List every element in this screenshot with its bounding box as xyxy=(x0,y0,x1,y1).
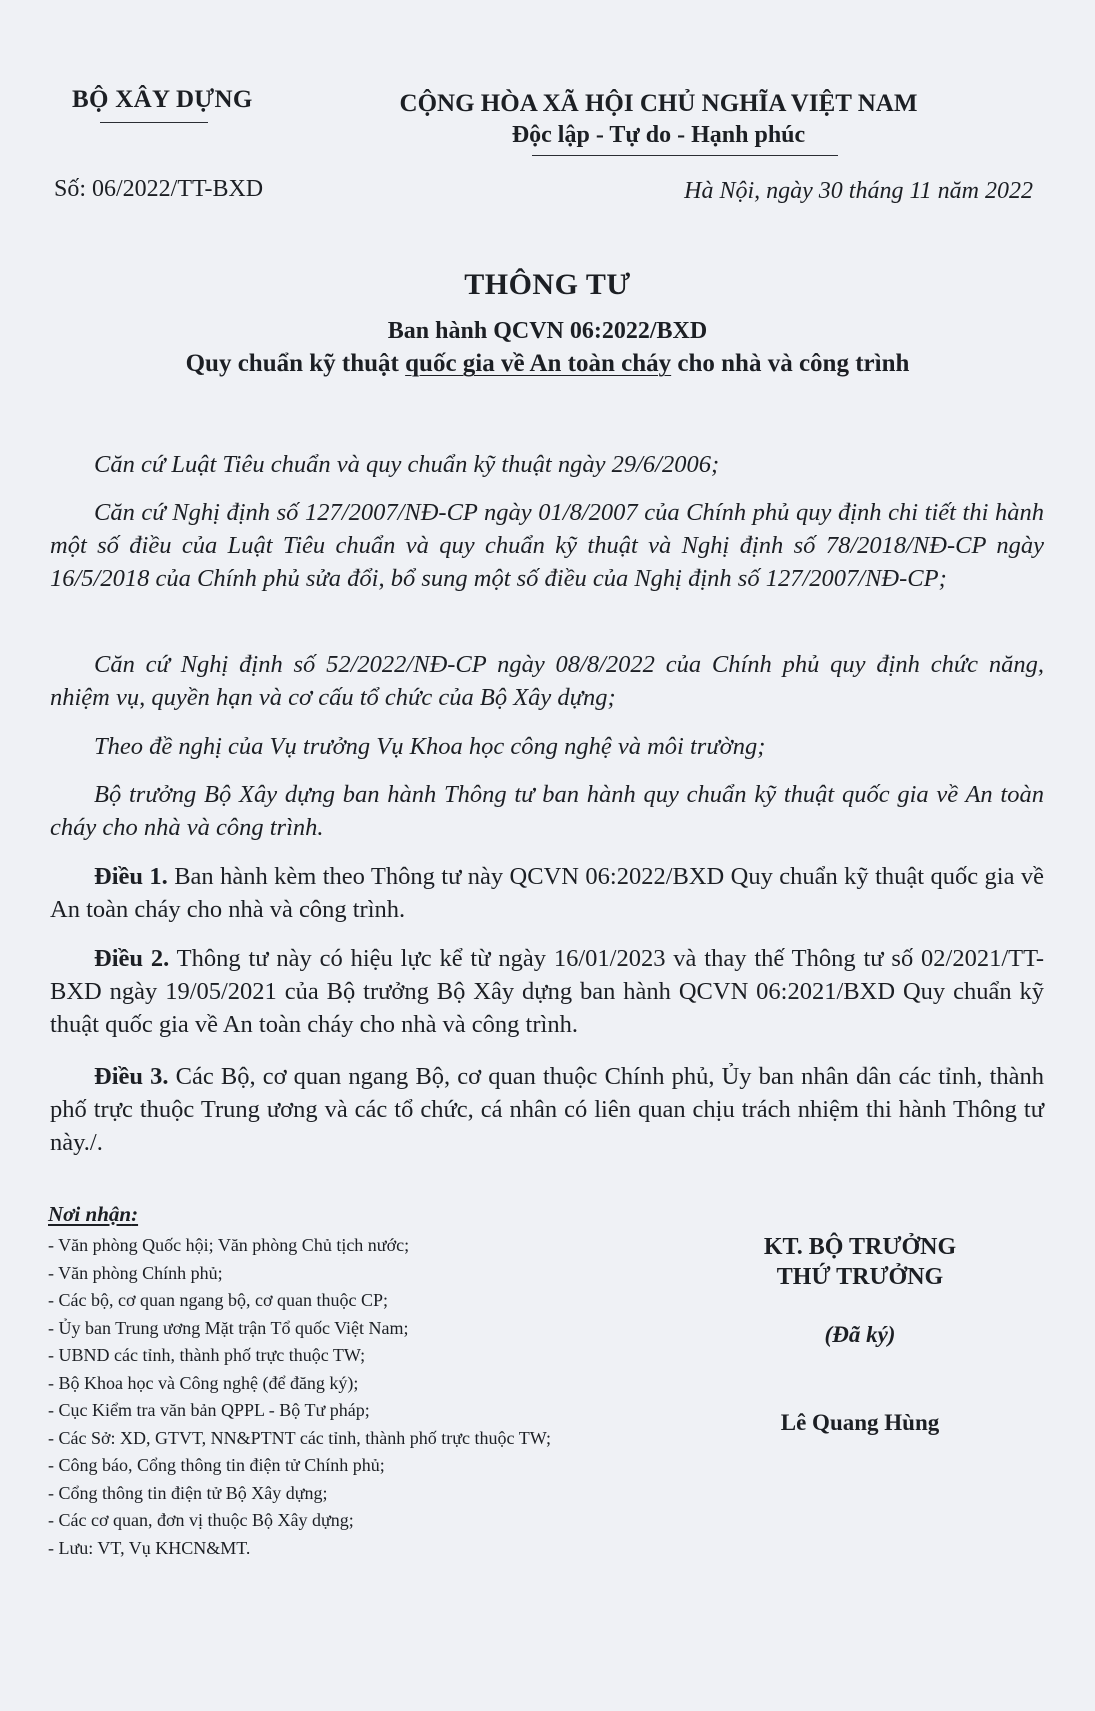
article-label: Điều 1. xyxy=(94,863,168,890)
signature-title: THỨ TRƯỞNG xyxy=(776,1264,944,1290)
recipient-item: - Các bộ, cơ quan ngang bộ, cơ quan thuộc CP; xyxy=(48,1290,388,1310)
article-2 xyxy=(50,942,1044,1041)
preamble-paragraph: Theo đề nghị của Vụ trưởng Vụ Khoa học công nghệ và môi trường; xyxy=(94,733,766,760)
article-text: Ban hành kèm theo Thông tư này QCVN 06:2022/BXD Quy chuẩn kỹ thuật quốc gia về An toàn cháy cho nhà và công trình. xyxy=(50,863,1045,923)
signer-name: Lê Quang Hùng xyxy=(780,1410,940,1435)
recipient-item: - Lưu: VT, Vụ KHCN&MT. xyxy=(48,1537,251,1558)
national-title: CỘNG HÒA XÃ HỘI CHỦ NGHĨA VIỆT NAM xyxy=(399,90,918,117)
signed-note: (Đã ký) xyxy=(824,1322,896,1347)
recipients-title: Nơi nhận xyxy=(48,1202,132,1226)
subtitle-underlined-text: quốc gia về An toàn cháy xyxy=(405,350,672,377)
subtitle-text-end: cho nhà và công trình xyxy=(671,350,910,377)
preamble-paragraph: Bộ trưởng Bộ Xây dựng ban hành Thông tư ban hành quy chuẩn kỹ thuật quốc gia về An toàn cháy cho nhà và công trình. xyxy=(50,781,1044,841)
article-text: Các Bộ, cơ quan ngang Bộ, cơ quan thuộc Chính phủ, Ủy ban nhân dân các tỉnh, thành phố trực thuộc Trung ương và các tổ chức, cá nhân có liên quan chịu trách nhiệm thi hành Thông tư này./. xyxy=(50,1063,1045,1156)
preamble-paragraph: Căn cứ Nghị định số 127/2007/NĐ-CP ngày 01/8/2007 của Chính phủ quy định chi tiết thi hành một số điều của Luật Tiêu chuẩn và quy chuẩn kỹ thuật và Nghị định số 78/2018/NĐ-CP ngày 16/5/2018 của Chính phủ sửa đổi, bổ sung một số điều của Nghị định số 127/2007/NĐ-CP; xyxy=(50,499,1044,592)
recipients-colon: : xyxy=(131,1202,139,1226)
recipient-item: - Cổng thông tin điện tử Bộ Xây dựng; xyxy=(48,1482,328,1503)
document-type-title: THÔNG TƯ xyxy=(464,268,631,301)
recipient-item: - Cục Kiểm tra văn bản QPPL - Bộ Tư pháp; xyxy=(48,1400,370,1420)
subtitle-text-start: Quy chuẩn kỹ thuật xyxy=(185,350,406,377)
preamble-paragraph: Căn cứ Nghị định số 52/2022/NĐ-CP ngày 08/8/2022 của Chính phủ quy định chức năng, nhiệm vụ, quyền hạn và cơ cấu tổ chức của Bộ Xây dựng; xyxy=(50,651,1044,711)
recipient-item: - Bộ Khoa học và Công nghệ (để đăng ký); xyxy=(48,1372,359,1393)
recipient-item: - Công báo, Cổng thông tin điện tử Chính phủ; xyxy=(48,1455,385,1475)
recipient-item: - Các Sở: XD, GTVT, NN&PTNT các tỉnh, thành phố trực thuộc TW; xyxy=(48,1427,552,1448)
motto-underline xyxy=(532,155,838,156)
article-label: Điều 3. xyxy=(94,1063,169,1090)
national-motto: Độc lập - Tự do - Hạnh phúc xyxy=(511,122,806,148)
signature-authority: KT. BỘ TRƯỞNG xyxy=(763,1234,957,1260)
preamble-paragraph: Căn cứ Luật Tiêu chuẩn và quy chuẩn kỹ thuật ngày 29/6/2006; xyxy=(94,451,720,478)
ministry-name: BỘ XÂY DỰNG xyxy=(72,86,253,113)
recipient-item: - Ủy ban Trung ương Mặt trận Tổ quốc Việt Nam; xyxy=(48,1317,409,1338)
article-3 xyxy=(50,1060,1044,1159)
document-subtitle-line2 xyxy=(0,350,1095,378)
article-1 xyxy=(50,860,1044,926)
document-number: Số: 06/2022/TT-BXD xyxy=(54,176,264,202)
recipient-item: - Văn phòng Quốc hội; Văn phòng Chủ tịch nước; xyxy=(48,1235,410,1255)
recipient-item: - Văn phòng Chính phủ; xyxy=(48,1262,223,1283)
article-text: Thông tư này có hiệu lực kể từ ngày 16/01/2023 và thay thế Thông tư số 02/2021/TT-BXD ngày 19/05/2021 của Bộ trưởng Bộ Xây dựng ban hành QCVN 06:2021/BXD Quy chuẩn kỹ thuật quốc gia về An toàn cháy cho nhà và công trình. xyxy=(50,945,1045,1038)
article-label: Điều 2. xyxy=(94,945,170,972)
recipients-list xyxy=(48,1232,688,1562)
recipient-item: - UBND các tỉnh, thành phố trực thuộc TW; xyxy=(48,1345,366,1365)
place-date: Hà Nội, ngày 30 tháng 11 năm 2022 xyxy=(684,178,1033,204)
document-subtitle-line1: Ban hành QCVN 06:2022/BXD xyxy=(387,318,708,344)
recipients-heading xyxy=(48,1202,138,1227)
recipient-item: - Các cơ quan, đơn vị thuộc Bộ Xây dựng; xyxy=(48,1510,354,1530)
